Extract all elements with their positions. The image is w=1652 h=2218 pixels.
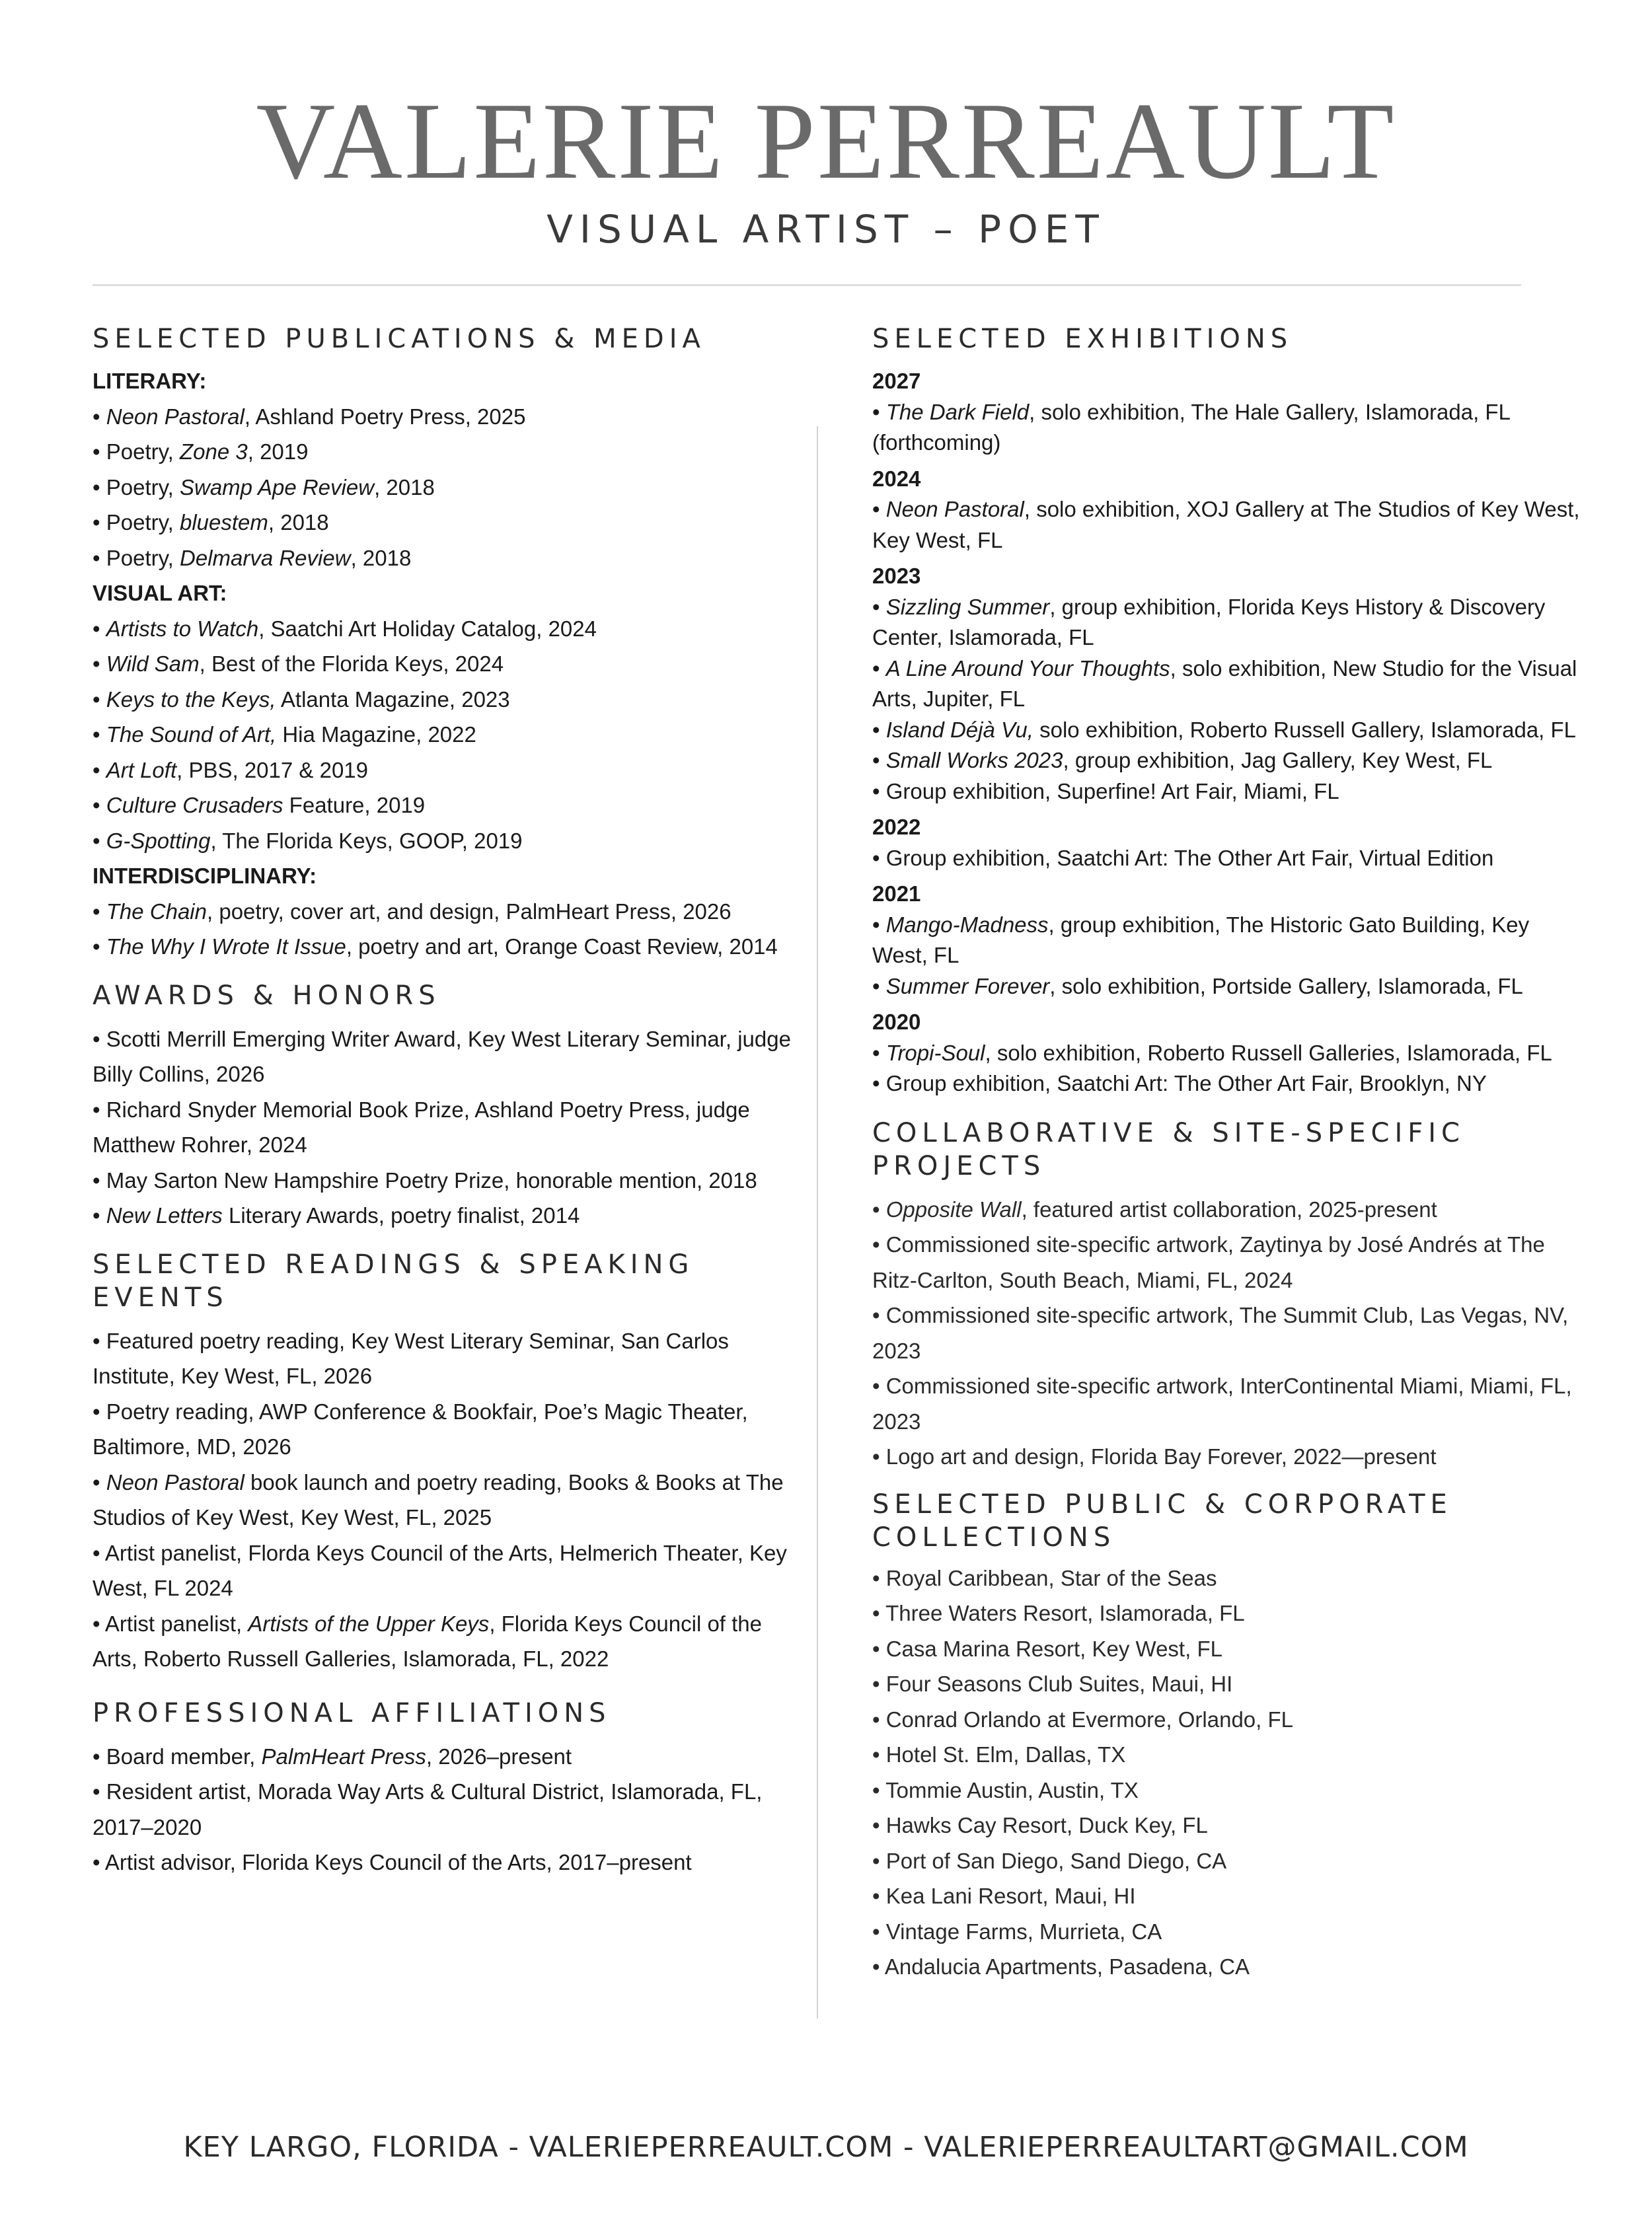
list-item xyxy=(93,1092,793,1163)
item-text: • Hotel St. Elm, Dallas, TX xyxy=(872,1742,1126,1767)
list-item xyxy=(93,399,793,435)
list-item xyxy=(93,1198,793,1234)
collections-list xyxy=(872,1561,1586,1985)
right-column xyxy=(872,322,1586,1985)
list-item xyxy=(872,1666,1586,1702)
item-text: • Tommie Austin, Austin, TX xyxy=(872,1777,1139,1802)
list-item xyxy=(872,1878,1586,1914)
item-title: Summer Forever xyxy=(885,973,1050,998)
item-text: , solo exhibition, Portside Gallery, Islamorada, FL xyxy=(1049,973,1523,998)
item-title: bluestem xyxy=(179,510,268,535)
item-text: • xyxy=(93,616,106,641)
section-title-awards: AWARDS & HONORS xyxy=(93,980,441,1011)
list-item xyxy=(872,1808,1586,1843)
literary-label: LITERARY: xyxy=(93,369,207,393)
readings-list xyxy=(93,1323,793,1677)
list-item xyxy=(872,653,1586,715)
list-item xyxy=(872,1737,1586,1773)
item-text: • Commissioned site-specific artwork, Zaytinya by José Andrés at The Ritz-Carlton, South Beach, Miami, FL, 2024 xyxy=(872,1232,1545,1292)
section-title-exhibitions: SELECTED EXHIBITIONS xyxy=(872,324,1293,354)
exhibition-year: 2027 xyxy=(872,369,921,393)
item-text: • Logo art and design, Florida Bay Forever, 2022—present xyxy=(872,1444,1437,1469)
item-text: • May Sarton New Hampshire Poetry Prize, honorable mention, 2018 xyxy=(93,1167,757,1193)
list-item xyxy=(872,971,1586,1002)
list-item xyxy=(872,1596,1586,1631)
list-item xyxy=(872,910,1586,971)
item-text: • Poetry, xyxy=(93,439,180,464)
item-title: New Letters xyxy=(106,1203,223,1228)
section-title-publications: SELECTED PUBLICATIONS & MEDIA xyxy=(93,324,706,354)
list-item xyxy=(872,1068,1586,1099)
item-text: • xyxy=(872,1040,886,1065)
list-item xyxy=(872,715,1586,746)
list-item xyxy=(93,505,793,540)
item-text: • xyxy=(93,899,106,924)
collaborative-list xyxy=(872,1192,1586,1475)
list-item xyxy=(872,1702,1586,1738)
item-text: , Ashland Poetry Press, 2025 xyxy=(244,404,526,429)
item-text: , Best of the Florida Keys, 2024 xyxy=(199,651,504,676)
list-item xyxy=(872,776,1586,807)
list-item xyxy=(93,929,793,965)
item-text: • Commissioned site-specific artwork, The Summit Club, Las Vegas, NV, 2023 xyxy=(872,1303,1569,1363)
item-text: • xyxy=(93,828,106,853)
list-item xyxy=(872,843,1586,874)
item-text: , 2018 xyxy=(374,474,435,499)
list-item xyxy=(93,1323,793,1394)
list-item xyxy=(93,823,793,859)
item-text: • Group exhibition, Superfine! Art Fair, Miami, FL xyxy=(872,778,1339,803)
item-text: Atlanta Magazine, 2023 xyxy=(276,686,510,712)
item-text: • Board member, xyxy=(93,1744,262,1769)
item-text: , solo exhibition, The Hale Gallery, Islamorada, FL (forthcoming) xyxy=(872,399,1510,455)
exhibitions-list xyxy=(872,366,1586,1099)
item-title: Opposite Wall xyxy=(885,1197,1022,1222)
list-item xyxy=(872,1227,1586,1298)
item-text: • Four Seasons Club Suites, Maui, HI xyxy=(872,1672,1233,1696)
publications-list xyxy=(93,363,793,965)
list-item xyxy=(872,1038,1586,1069)
exhibition-year: 2020 xyxy=(872,1010,921,1034)
list-item xyxy=(872,1561,1586,1596)
item-text: • Kea Lani Resort, Maui, HI xyxy=(872,1884,1136,1908)
item-text: • xyxy=(93,404,106,429)
item-text: • Royal Caribbean, Star of the Seas xyxy=(872,1565,1217,1590)
item-text: • Poetry, xyxy=(93,545,180,570)
item-text: • Featured poetry reading, Key West Literary Seminar, San Carlos Institute, Key West, FL, 2026 xyxy=(93,1328,729,1388)
item-text: • xyxy=(872,748,886,772)
list-item xyxy=(872,1631,1586,1667)
item-title: Wild Sam xyxy=(106,651,200,676)
item-title: Art Loft xyxy=(106,757,177,782)
list-item xyxy=(872,1368,1586,1439)
list-item xyxy=(872,494,1586,556)
item-title: Artists of the Upper Keys xyxy=(248,1611,490,1636)
item-text: , group exhibition, Florida Keys History & Discovery Center, Islamorada, FL xyxy=(872,594,1546,649)
item-text: • Scotti Merrill Emerging Writer Award, Key West Literary Seminar, judge Billy Collins, 2026 xyxy=(93,1026,791,1086)
affiliations-list xyxy=(93,1739,793,1880)
section-title-affiliations: PROFESSIONAL AFFILIATIONS xyxy=(93,1697,611,1728)
item-title: Mango-Madness xyxy=(885,912,1049,937)
item-title: Delmarva Review xyxy=(179,545,351,570)
section-title-readings: SELECTED READINGS & SPEAKING EVENTS xyxy=(93,1249,695,1313)
item-text: , group exhibition, Jag Gallery, Key West, FL xyxy=(1063,748,1493,772)
list-item xyxy=(93,1606,793,1677)
item-text: • Hawks Cay Resort, Duck Key, FL xyxy=(872,1813,1208,1837)
item-title: PalmHeart Press xyxy=(261,1744,426,1769)
item-text: • xyxy=(93,651,106,676)
exhibition-year: 2024 xyxy=(872,466,921,491)
list-item xyxy=(93,611,793,647)
list-item xyxy=(93,646,793,682)
list-item xyxy=(872,397,1586,459)
item-text: • xyxy=(872,497,886,521)
item-text: book launch and poetry reading, Books & Books at The Studios of Key West, Key West, FL, 2025 xyxy=(93,1469,784,1530)
list-item xyxy=(93,540,793,576)
item-text: • Artist panelist, xyxy=(93,1611,248,1636)
item-text: • xyxy=(93,722,106,747)
item-text: • Conrad Orlando at Evermore, Orlando, FL xyxy=(872,1707,1294,1732)
item-text: • Richard Snyder Memorial Book Prize, Ashland Poetry Press, judge Matthew Rohrer, 2024 xyxy=(93,1097,750,1157)
item-text: • xyxy=(872,717,886,742)
column-divider xyxy=(817,426,818,2018)
contact-footer: KEY LARGO, FLORIDA - VALERIEPERREAULT.COM - VALERIEPERREAULTART@GMAIL.COM xyxy=(183,2131,1469,2164)
item-text: • Artist advisor, Florida Keys Council of the Arts, 2017–present xyxy=(93,1850,692,1874)
list-item xyxy=(872,745,1586,776)
item-title: Tropi-Soul xyxy=(885,1040,985,1065)
item-text: , 2018 xyxy=(268,510,329,535)
artist-subtitle: VISUAL ARTIST – POET xyxy=(546,207,1106,252)
list-item xyxy=(93,682,793,718)
item-text: • Resident artist, Morada Way Arts & Cultural District, Islamorada, FL, 2017–2020 xyxy=(93,1779,763,1839)
list-item xyxy=(93,470,793,505)
item-text: , featured artist collaboration, 2025-present xyxy=(1021,1197,1437,1222)
list-item xyxy=(93,1739,793,1775)
item-text: Hia Magazine, 2022 xyxy=(276,722,476,747)
item-text: , 2018 xyxy=(350,545,412,570)
item-text: Literary Awards, poetry finalist, 2014 xyxy=(222,1203,580,1228)
list-item xyxy=(872,1439,1586,1475)
visual-art-label: VISUAL ART: xyxy=(93,581,227,605)
list-item xyxy=(93,788,793,823)
list-item xyxy=(93,1021,793,1092)
item-text: • xyxy=(93,793,106,817)
item-text: , solo exhibition, Roberto Russell Galleries, Islamorada, FL xyxy=(985,1040,1552,1065)
item-title: Artists to Watch xyxy=(106,616,259,641)
left-column xyxy=(93,322,793,1880)
header-divider xyxy=(93,284,1521,286)
item-text: , solo exhibition, New Studio for the Visual Arts, Jupiter, FL xyxy=(872,655,1577,711)
item-title: Small Works 2023 xyxy=(885,748,1063,772)
item-text: • xyxy=(93,686,106,712)
list-item xyxy=(872,1843,1586,1879)
item-title: The Why I Wrote It Issue xyxy=(106,934,346,959)
item-text: • Casa Marina Resort, Key West, FL xyxy=(872,1636,1222,1661)
list-item xyxy=(93,1163,793,1199)
item-title: Culture Crusaders xyxy=(106,793,283,817)
item-title: Keys to the Keys, xyxy=(106,686,276,712)
item-text: • Vintage Farms, Murrieta, CA xyxy=(872,1919,1162,1944)
item-text: • Group exhibition, Saatchi Art: The Other Art Fair, Virtual Edition xyxy=(872,845,1494,870)
item-text: • Three Waters Resort, Islamorada, FL xyxy=(872,1601,1245,1625)
awards-list xyxy=(93,1021,793,1234)
item-title: The Sound of Art, xyxy=(106,722,277,747)
item-text: • xyxy=(872,912,886,937)
item-text: • xyxy=(872,1197,886,1222)
list-item xyxy=(872,592,1586,653)
item-text: , Saatchi Art Holiday Catalog, 2024 xyxy=(258,616,597,641)
list-item xyxy=(93,1535,793,1606)
item-text: • Artist panelist, Florda Keys Council of the Arts, Helmerich Theater, Key West, FL 2024 xyxy=(93,1540,787,1600)
item-title: The Dark Field xyxy=(885,399,1030,424)
item-title: G-Spotting xyxy=(106,828,211,853)
item-text: • xyxy=(93,1203,106,1228)
list-item xyxy=(872,1949,1586,1985)
list-item xyxy=(872,1298,1586,1368)
list-item xyxy=(93,434,793,470)
item-title: Swamp Ape Review xyxy=(179,474,375,499)
item-text: • xyxy=(872,399,886,424)
item-text: Feature, 2019 xyxy=(283,793,426,817)
item-text: • xyxy=(93,934,106,959)
item-title: Island Déjà Vu, xyxy=(885,717,1033,742)
item-text: , solo exhibition, XOJ Gallery at The Studios of Key West, Key West, FL xyxy=(872,497,1580,552)
list-item xyxy=(872,1773,1586,1808)
item-text: • Port of San Diego, Sand Diego, CA xyxy=(872,1848,1227,1873)
item-text: • Poetry, xyxy=(93,474,180,499)
list-item xyxy=(93,894,793,930)
item-title: Neon Pastoral xyxy=(106,1469,244,1495)
list-item xyxy=(872,1192,1586,1228)
item-text: • Commissioned site-specific artwork, InterContinental Miami, Miami, FL, 2023 xyxy=(872,1374,1572,1434)
item-text: , PBS, 2017 & 2019 xyxy=(176,757,369,782)
list-item xyxy=(93,1774,793,1845)
item-title: Neon Pastoral xyxy=(885,497,1024,521)
item-text: , 2019 xyxy=(247,439,309,464)
item-title: Zone 3 xyxy=(179,439,248,464)
list-item xyxy=(872,1914,1586,1950)
section-title-collaborative: COLLABORATIVE & SITE-SPECIFIC PROJECTS xyxy=(872,1117,1465,1181)
interdisciplinary-label: INTERDISCIPLINARY: xyxy=(93,864,317,888)
item-text: , Florida Keys Council of the Arts, Roberto Russell Galleries, Islamorada, FL, 2022 xyxy=(93,1611,763,1671)
item-text: • xyxy=(93,1469,106,1495)
item-text: • Poetry, xyxy=(93,510,180,535)
exhibition-year: 2023 xyxy=(872,564,921,588)
exhibition-year: 2022 xyxy=(872,815,921,839)
list-item xyxy=(93,753,793,788)
item-text: , The Florida Keys, GOOP, 2019 xyxy=(210,828,523,853)
item-title: The Chain xyxy=(106,899,207,924)
item-text: • xyxy=(93,757,106,782)
list-item xyxy=(93,1845,793,1880)
item-text: , poetry and art, Orange Coast Review, 2014 xyxy=(346,934,778,959)
item-title: A Line Around Your Thoughts xyxy=(885,655,1170,681)
list-item xyxy=(93,717,793,753)
artist-name: VALERIE PERREAULT xyxy=(256,80,1396,202)
section-title-collections: SELECTED PUBLIC & CORPORATE COLLECTIONS xyxy=(872,1489,1452,1553)
list-item xyxy=(93,1394,793,1465)
list-item xyxy=(93,1465,793,1535)
item-text: solo exhibition, Roberto Russell Gallery, Islamorada, FL xyxy=(1033,717,1577,742)
item-text: • xyxy=(872,594,886,619)
exhibition-year: 2021 xyxy=(872,881,921,906)
item-text: • Poetry reading, AWP Conference & Bookfair, Poe’s Magic Theater, Baltimore, MD, 2026 xyxy=(93,1399,748,1459)
item-text: • Andalucia Apartments, Pasadena, CA xyxy=(872,1954,1250,1979)
item-title: Neon Pastoral xyxy=(106,404,244,429)
item-text: • xyxy=(872,655,886,681)
item-text: • Group exhibition, Saatchi Art: The Other Art Fair, Brooklyn, NY xyxy=(872,1071,1487,1095)
item-text: • xyxy=(872,973,886,998)
item-title: Sizzling Summer xyxy=(885,594,1050,619)
item-text: , 2026–present xyxy=(426,1744,572,1769)
item-text: , poetry, cover art, and design, PalmHeart Press, 2026 xyxy=(207,899,732,924)
item-text: , group exhibition, The Historic Gato Building, Key West, FL xyxy=(872,912,1530,967)
